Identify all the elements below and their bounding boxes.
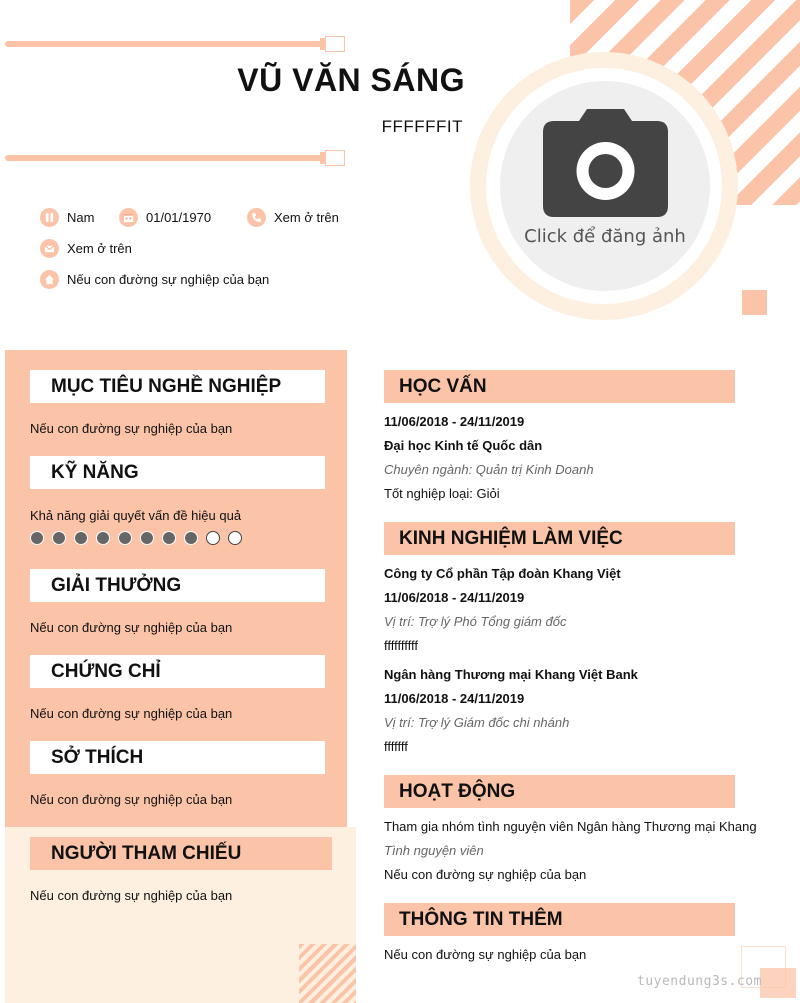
job-company[interactable]: Công ty Cổ phần Tập đoàn Khang Việt xyxy=(384,566,621,581)
job-period[interactable]: 11/06/2018 - 24/11/2019 xyxy=(384,590,525,605)
section-title-hobbies[interactable]: SỞ THÍCH xyxy=(30,741,325,774)
references-text[interactable]: Nếu con đường sự nghiệp của bạn xyxy=(30,888,233,903)
line-end-box xyxy=(325,150,345,166)
home-icon xyxy=(40,270,59,289)
header-line-top xyxy=(5,41,330,47)
section-title-objective[interactable]: MỤC TIÊU NGHỀ NGHIỆP xyxy=(30,370,325,403)
education-grade[interactable]: Tốt nghiệp loại: Giỏi xyxy=(384,486,500,501)
job-role[interactable]: Vị trí: Trợ lý Phó Tổng giám đốc xyxy=(384,614,567,629)
section-title-experience[interactable]: KINH NGHIỆM LÀM VIỆC xyxy=(384,522,735,555)
education-school[interactable]: Đại học Kinh tế Quốc dân xyxy=(384,438,543,453)
job-period[interactable]: 11/06/2018 - 24/11/2019 xyxy=(384,691,525,706)
objective-text[interactable]: Nếu con đường sự nghiệp của bạn xyxy=(30,421,233,436)
rating-dot xyxy=(52,531,66,545)
calendar-icon xyxy=(119,208,138,227)
watermark: tuyendung3s.com xyxy=(637,974,762,989)
decorative-stripes-small xyxy=(299,944,356,1003)
contact-email[interactable] xyxy=(40,239,132,258)
section-title-certificates[interactable]: CHỨNG CHỈ xyxy=(30,655,325,688)
section-title-references[interactable]: NGƯỜI THAM CHIẾU xyxy=(30,837,332,870)
decorative-square xyxy=(742,290,767,315)
rating-dot xyxy=(206,531,220,545)
job-role[interactable]: Vị trí: Trợ lý Giám đốc chi nhánh xyxy=(384,715,570,730)
rating-dot xyxy=(30,531,44,545)
email-value: Xem ở trên xyxy=(67,241,132,256)
rating-dot xyxy=(162,531,176,545)
camera-icon xyxy=(543,109,668,217)
rating-dot xyxy=(118,531,132,545)
phone-value: Xem ở trên xyxy=(274,210,339,225)
contact-birthday[interactable] xyxy=(119,208,211,227)
rating-dot xyxy=(184,531,198,545)
watermark-square xyxy=(760,968,796,998)
email-icon xyxy=(40,239,59,258)
job-position[interactable]: FFFFFFIT xyxy=(381,117,463,136)
birthday-value: 01/01/1970 xyxy=(146,210,212,225)
section-title-activities[interactable]: HOẠT ĐỘNG xyxy=(384,775,735,808)
skill-rating xyxy=(30,531,242,545)
job-company[interactable]: Ngân hàng Thương mại Khang Việt Bank xyxy=(384,667,638,682)
section-title-awards[interactable]: GIẢI THƯỞNG xyxy=(30,569,325,602)
address-value: Nếu con đường sự nghiệp của bạn xyxy=(67,272,270,287)
activity-organization[interactable]: Tham gia nhóm tình nguyện viên Ngân hàng Thương mại Khang xyxy=(384,819,757,834)
contact-phone[interactable] xyxy=(247,208,339,227)
section-title-skills[interactable]: KỸ NĂNG xyxy=(30,456,325,489)
candidate-name[interactable]: VŨ VĂN SÁNG xyxy=(237,62,465,98)
rating-dot xyxy=(96,531,110,545)
header-line-bottom xyxy=(5,155,330,161)
section-title-education[interactable]: HỌC VẤN xyxy=(384,370,735,403)
education-period[interactable]: 11/06/2018 - 24/11/2019 xyxy=(384,414,525,429)
rating-dot xyxy=(74,531,88,545)
job-description[interactable]: ffffffffff xyxy=(384,638,419,653)
line-end-box xyxy=(325,36,345,52)
gender-value: Nam xyxy=(67,210,95,225)
awards-text[interactable]: Nếu con đường sự nghiệp của bạn xyxy=(30,620,233,635)
rating-dot xyxy=(228,531,242,545)
phone-icon xyxy=(247,208,266,227)
section-title-additional[interactable]: THÔNG TIN THÊM xyxy=(384,903,735,936)
job-description[interactable]: fffffff xyxy=(384,739,408,754)
activity-description[interactable]: Nếu con đường sự nghiệp của bạn xyxy=(384,867,587,882)
contact-gender[interactable] xyxy=(40,208,94,227)
rating-dot xyxy=(140,531,154,545)
contact-address[interactable] xyxy=(40,270,269,289)
gender-icon xyxy=(40,208,59,227)
certificates-text[interactable]: Nếu con đường sự nghiệp của bạn xyxy=(30,706,233,721)
skill-name[interactable]: Khả năng giải quyết vấn đề hiệu quả xyxy=(30,508,242,523)
hobbies-text[interactable]: Nếu con đường sự nghiệp của bạn xyxy=(30,792,233,807)
additional-text[interactable]: Nếu con đường sự nghiệp của bạn xyxy=(384,947,587,962)
photo-upload-label: Click để đăng ảnh xyxy=(524,226,686,247)
activity-role[interactable]: Tình nguyện viên xyxy=(384,843,484,858)
education-major[interactable]: Chuyên ngành: Quản trị Kinh Doanh xyxy=(384,462,594,477)
avatar-upload[interactable] xyxy=(500,81,710,291)
